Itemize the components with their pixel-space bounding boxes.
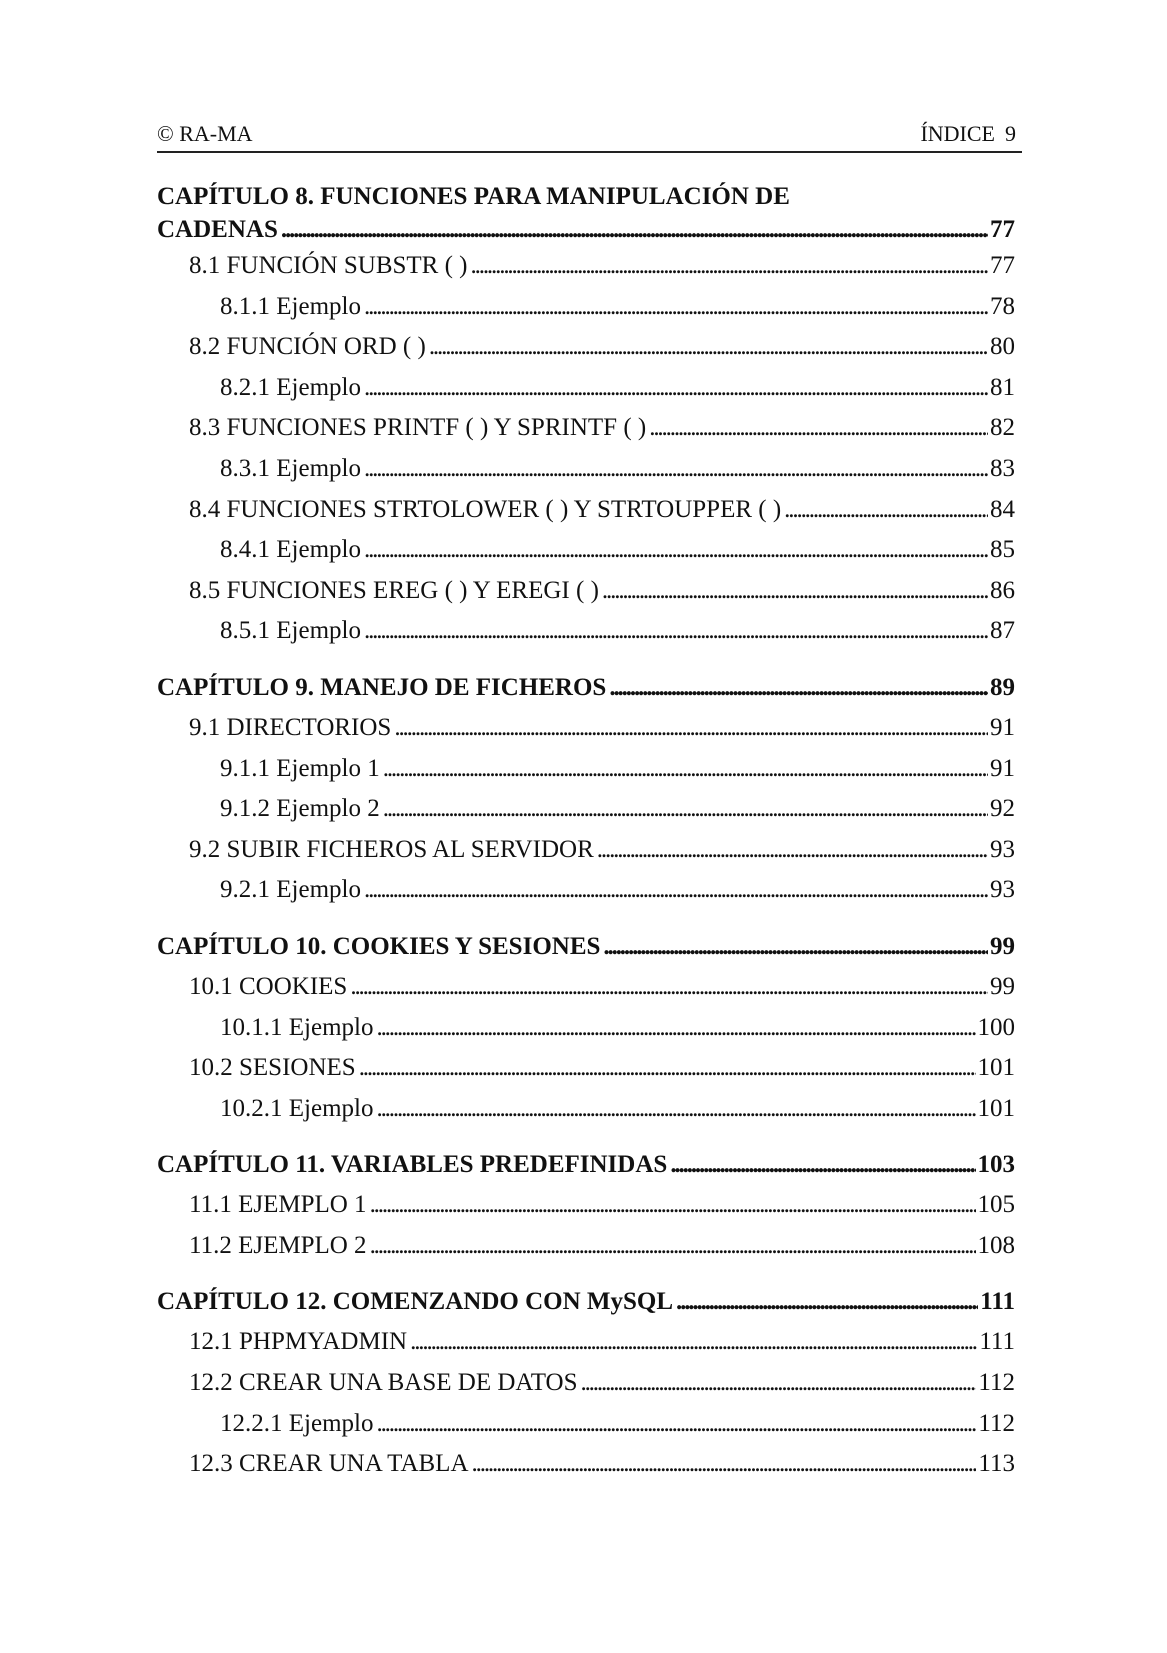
entry-page-number: 77 (990, 252, 1015, 279)
dot-leader (376, 1008, 975, 1049)
entry-page-number: 113 (978, 1450, 1015, 1478)
dot-leader (383, 749, 988, 790)
entry-title: 10.2 SESIONES (189, 1054, 356, 1082)
entry-title: 8.2.1 Ejemplo (220, 373, 361, 401)
dot-leader (410, 1322, 977, 1363)
page-header (157, 119, 1022, 153)
dot-leader (472, 1444, 977, 1485)
dot-leader (376, 1404, 976, 1445)
toc-section-entry[interactable] (157, 830, 1015, 871)
entry-page-number: 85 (990, 536, 1015, 564)
dot-leader (359, 1048, 976, 1089)
toc-section-entry[interactable] (157, 571, 1015, 612)
entry-title: 8.1 FUNCIÓN SUBSTR ( ) (189, 252, 468, 279)
dot-leader (364, 611, 988, 652)
entry-page-number: 86 (990, 576, 1015, 604)
toc-section-entry[interactable] (157, 246, 1015, 287)
table-of-contents (157, 180, 1015, 1501)
dot-leader (364, 287, 988, 328)
entry-page-number: 93 (990, 835, 1015, 863)
chapter-title: CAPÍTULO 11. VARIABLES PREDEFINIDAS (157, 1151, 668, 1179)
entry-page-number: 84 (990, 495, 1015, 523)
toc-subsection-entry[interactable] (157, 749, 1015, 790)
entry-title: 8.5 FUNCIONES EREG ( ) Y EREGI ( ) (189, 576, 599, 604)
toc-subsection-entry[interactable] (157, 611, 1015, 652)
entry-page-number: 100 (977, 1013, 1015, 1041)
dot-leader (670, 1145, 975, 1185)
entry-title: 10.1.1 Ejemplo (220, 1013, 374, 1041)
dot-leader (350, 967, 988, 1008)
chapter-page-number: 99 (990, 932, 1015, 960)
entry-title: 9.1.2 Ejemplo 2 (220, 795, 380, 823)
entry-title: 8.1.1 Ejemplo (220, 292, 361, 320)
toc-subsection-entry[interactable] (157, 789, 1015, 830)
entry-page-number: 91 (990, 754, 1015, 782)
chapter-page-number: 77 (990, 216, 1015, 243)
dot-leader (376, 1089, 975, 1130)
entry-title: 8.5.1 Ejemplo (220, 617, 361, 645)
entry-page-number: 93 (990, 876, 1015, 904)
entry-title: 10.2.1 Ejemplo (220, 1094, 374, 1122)
copyright-label: © RA-MA (157, 121, 253, 146)
chapter-page-number: 103 (977, 1151, 1015, 1179)
entry-page-number: 82 (990, 414, 1015, 442)
dot-leader (676, 1282, 978, 1322)
entry-page-number: 92 (990, 795, 1015, 823)
dot-leader (471, 246, 988, 287)
toc-subsection-entry[interactable] (157, 870, 1015, 911)
entry-title: 8.2 FUNCIÓN ORD ( ) (189, 333, 426, 361)
toc-subsection-entry[interactable] (157, 287, 1015, 328)
toc-chapter-entry[interactable] (157, 1282, 1015, 1322)
chapter-title: CAPÍTULO 10. COOKIES Y SESIONES (157, 932, 601, 960)
page-number: 9 (1005, 121, 1016, 146)
dot-leader (281, 214, 988, 246)
toc-subsection-entry[interactable] (157, 449, 1015, 490)
toc-section-entry[interactable] (157, 408, 1015, 449)
chapter-block (157, 1145, 1015, 1266)
entry-page-number: 112 (978, 1369, 1015, 1397)
entry-title: 10.1 COOKIES (189, 972, 348, 1000)
dot-leader (429, 327, 988, 368)
header-section (920, 121, 1016, 147)
dot-leader (370, 1226, 976, 1267)
dot-leader (609, 668, 988, 708)
toc-section-entry[interactable] (157, 1048, 1015, 1089)
dot-leader (370, 1185, 976, 1226)
chapter-title: CAPÍTULO 12. COMENZANDO CON MySQL (157, 1288, 673, 1316)
toc-chapter-entry[interactable] (157, 214, 1015, 246)
dot-leader (383, 789, 988, 830)
toc-chapter-entry[interactable] (157, 668, 1015, 708)
dot-leader (394, 708, 988, 749)
entry-title: 8.3 FUNCIONES PRINTF ( ) Y SPRINTF ( ) (189, 414, 647, 442)
entry-title: 9.2.1 Ejemplo (220, 876, 361, 904)
dot-leader (364, 870, 988, 911)
entry-title: 8.3.1 Ejemplo (220, 454, 361, 482)
dot-leader (784, 490, 988, 531)
entry-page-number: 101 (977, 1054, 1015, 1082)
toc-chapter-entry[interactable] (157, 927, 1015, 967)
chapter-title: CAPÍTULO 9. MANEJO DE FICHEROS (157, 673, 607, 701)
entry-page-number: 108 (977, 1231, 1015, 1259)
dot-leader (580, 1363, 976, 1404)
toc-subsection-entry[interactable] (157, 530, 1015, 571)
entry-page-number: 101 (977, 1094, 1015, 1122)
chapter-block (157, 180, 1015, 652)
section-title: ÍNDICE (920, 121, 995, 146)
entry-page-number: 111 (979, 1328, 1015, 1356)
dot-leader (602, 571, 988, 612)
entry-title: 12.2 CREAR UNA BASE DE DATOS (189, 1369, 578, 1397)
dot-leader (597, 830, 988, 871)
dot-leader (364, 368, 988, 409)
chapter-title: CADENAS (157, 216, 278, 243)
toc-section-entry[interactable] (157, 1444, 1015, 1485)
dot-leader (649, 408, 988, 449)
toc-section-entry[interactable] (157, 967, 1015, 1008)
toc-subsection-entry[interactable] (157, 1089, 1015, 1130)
toc-section-entry[interactable] (157, 708, 1015, 749)
toc-subsection-entry[interactable] (157, 368, 1015, 409)
toc-section-entry[interactable] (157, 1363, 1015, 1404)
chapter-block (157, 927, 1015, 1129)
dot-leader (603, 927, 988, 967)
chapter-title-line1: CAPÍTULO 8. FUNCIONES PARA MANIPULACIÓN DE (157, 183, 790, 210)
chapter-page-number: 111 (980, 1288, 1015, 1316)
entry-title: 9.1.1 Ejemplo 1 (220, 754, 380, 782)
dot-leader (364, 530, 988, 571)
entry-title: 11.2 EJEMPLO 2 (189, 1231, 367, 1259)
entry-page-number: 78 (990, 292, 1015, 320)
entry-title: 8.4 FUNCIONES STRTOLOWER ( ) Y STRTOUPPER ( ) (189, 495, 782, 523)
toc-section-entry[interactable] (157, 1226, 1015, 1267)
entry-title: 12.1 PHPMYADMIN (189, 1328, 408, 1356)
toc-section-entry[interactable] (157, 327, 1015, 368)
entry-page-number: 83 (990, 454, 1015, 482)
entry-page-number: 91 (990, 713, 1015, 741)
entry-page-number: 80 (990, 333, 1015, 361)
chapter-block (157, 668, 1015, 911)
chapter-page-number: 89 (990, 673, 1015, 701)
entry-title: 12.2.1 Ejemplo (220, 1409, 374, 1437)
dot-leader (364, 449, 988, 490)
entry-title: 8.4.1 Ejemplo (220, 536, 361, 564)
toc-section-entry[interactable] (157, 1322, 1015, 1363)
entry-title: 11.1 EJEMPLO 1 (189, 1191, 367, 1219)
toc-subsection-entry[interactable] (157, 1404, 1015, 1445)
entry-title: 9.2 SUBIR FICHEROS AL SERVIDOR (189, 835, 594, 863)
toc-section-entry[interactable] (157, 490, 1015, 531)
toc-chapter-entry[interactable] (157, 1145, 1015, 1185)
toc-section-entry[interactable] (157, 1185, 1015, 1226)
entry-page-number: 112 (978, 1409, 1015, 1437)
entry-page-number: 81 (990, 373, 1015, 401)
entry-page-number: 105 (977, 1191, 1015, 1219)
chapter-block (157, 1282, 1015, 1484)
toc-subsection-entry[interactable] (157, 1008, 1015, 1049)
entry-title: 12.3 CREAR UNA TABLA (189, 1450, 469, 1478)
entry-page-number: 87 (990, 617, 1015, 645)
entry-page-number: 99 (990, 972, 1015, 1000)
entry-title: 9.1 DIRECTORIOS (189, 713, 392, 741)
